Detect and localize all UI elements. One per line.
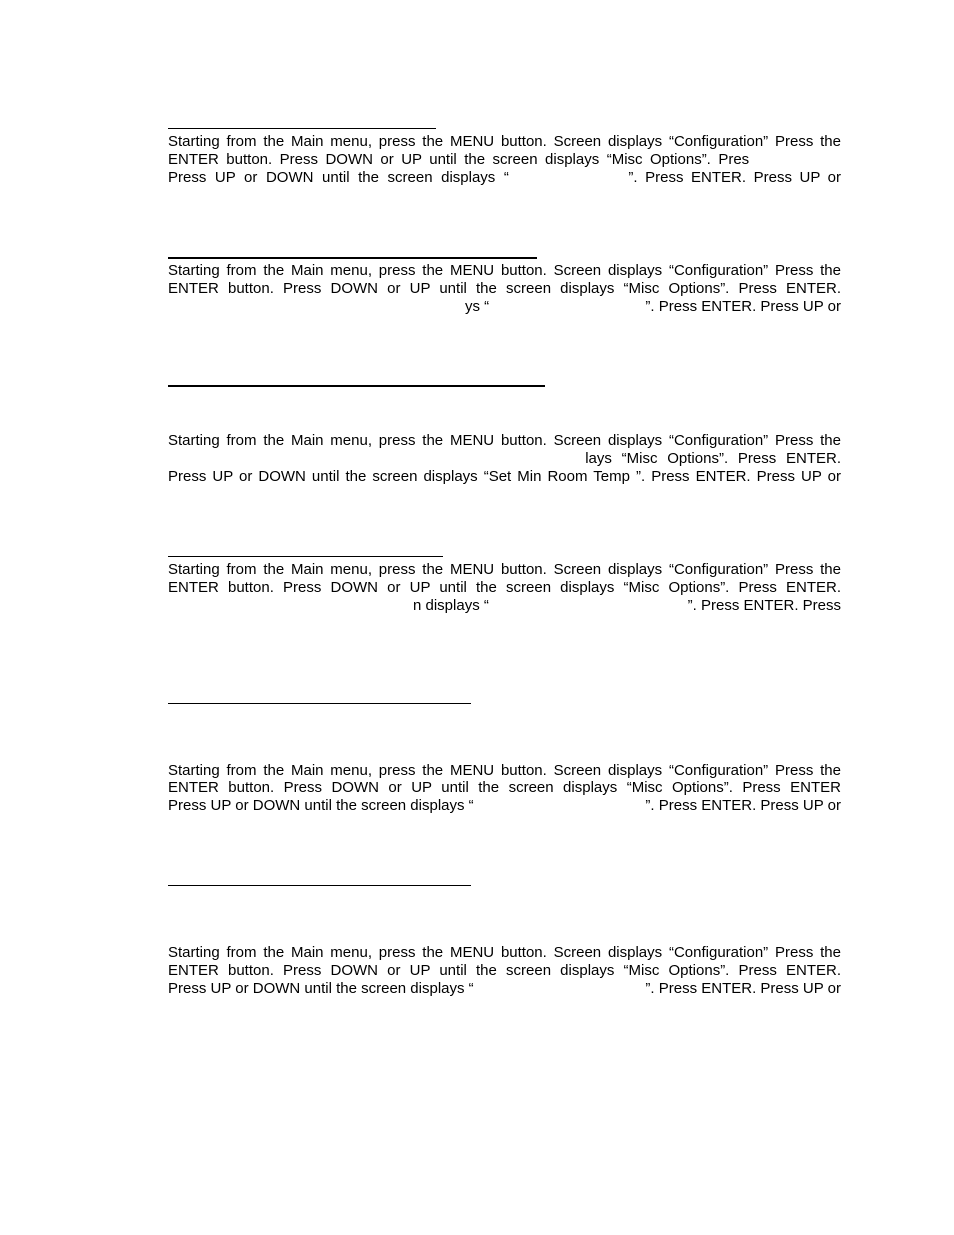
section-3-line-3: Press UP or DOWN until the screen displays “Set Min Room Temp ”. Press ENTER. Press UP or bbox=[168, 468, 841, 485]
section-1-line-3-start: Press UP or DOWN until the screen displays “ bbox=[168, 169, 509, 186]
section-6-line-2: ENTER button. Press DOWN or UP until the screen displays “Misc Options”. Press ENTER. bbox=[168, 962, 841, 979]
section-5-line-2: ENTER button. Press DOWN or UP until the screen displays “Misc Options”. Press ENTER bbox=[168, 779, 841, 796]
section-6-line-3-start: Press UP or DOWN until the screen displays “ bbox=[168, 980, 474, 997]
section-1-line-2: ENTER button. Press DOWN or UP until the screen displays “Misc Options”. Pres bbox=[168, 151, 750, 168]
section-6-line-3 bbox=[168, 980, 841, 998]
section-4-line-3-start: n displays “ bbox=[413, 597, 489, 614]
section-1-line-3 bbox=[168, 169, 841, 187]
section-4-line-3-end: ”. Press ENTER. Press bbox=[687, 597, 841, 614]
section-1-line-3-end: ”. Press ENTER. Press UP or bbox=[628, 169, 841, 186]
section-5-line-3-start: Press UP or DOWN until the screen displays “ bbox=[168, 797, 474, 814]
section-4-heading-rule bbox=[168, 556, 443, 557]
section-5-line-1: Starting from the Main menu, press the MENU button. Screen displays “Configuration” Press the bbox=[168, 762, 841, 779]
section-3-line-1: Starting from the Main menu, press the MENU button. Screen displays “Configuration” Press the bbox=[168, 432, 841, 449]
section-3-line-2: lays “Misc Options”. Press ENTER. bbox=[585, 450, 841, 467]
section-1-line-1: Starting from the Main menu, press the MENU button. Screen displays “Configuration” Press the bbox=[168, 133, 841, 150]
section-2-line-3-start: ys “ bbox=[465, 298, 490, 315]
section-5-heading-rule bbox=[168, 703, 471, 704]
section-4-line-2: ENTER button. Press DOWN or UP until the screen displays “Misc Options”. Press ENTER. bbox=[168, 579, 841, 596]
section-6-line-1: Starting from the Main menu, press the MENU button. Screen displays “Configuration” Press the bbox=[168, 944, 841, 961]
section-2-line-1: Starting from the Main menu, press the MENU button. Screen displays “Configuration” Press the bbox=[168, 262, 841, 279]
section-5-line-3 bbox=[168, 797, 841, 815]
section-1-heading-rule bbox=[168, 128, 436, 129]
section-2-line-3-end: ”. Press ENTER. Press UP or bbox=[645, 298, 841, 315]
section-5-line-3-end: ”. Press ENTER. Press UP or bbox=[645, 797, 841, 814]
section-2-line-3 bbox=[168, 298, 841, 316]
section-4-line-1: Starting from the Main menu, press the MENU button. Screen displays “Configuration” Press the bbox=[168, 561, 841, 578]
section-6-heading-rule bbox=[168, 885, 471, 886]
section-2-heading-rule bbox=[168, 257, 537, 259]
section-2-line-2: ENTER button. Press DOWN or UP until the screen displays “Misc Options”. Press ENTER. bbox=[168, 280, 841, 297]
section-3-heading-rule bbox=[168, 385, 545, 387]
section-6-line-3-end: ”. Press ENTER. Press UP or bbox=[645, 980, 841, 997]
section-4-line-3 bbox=[168, 597, 841, 615]
